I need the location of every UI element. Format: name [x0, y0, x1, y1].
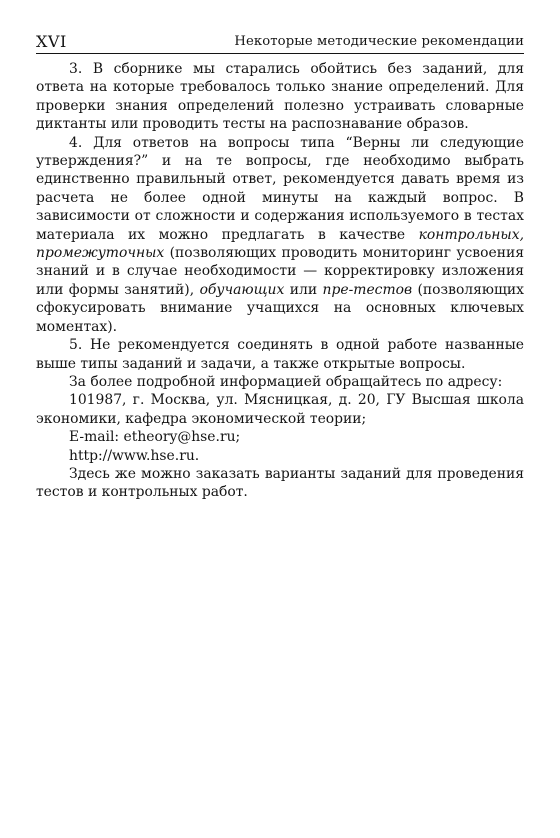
header-rule — [36, 53, 524, 54]
order-note: Здесь же можно заказать варианты заданий для проведения тестов и контрольных работ. — [36, 465, 524, 501]
paragraph-3: 3. В сборнике мы старались обойтись без заданий, для ответа на которые требовалось только знание определений. Для проверки знания определений полезно устраивать словарные диктанты или проводить тесты на распознавание образов. — [36, 61, 524, 133]
paragraph-5: 5. Не рекомендуется соединять в одной работе названные выше типы заданий и задачи, а также открытые вопросы. — [36, 337, 524, 372]
paragraph-4-part-a: 4. Для ответов на вопросы типа “Верны ли следующие утверждения?” и на те вопросы, где необходимо выбрать единственно правильный ответ, рекомендуется давать время из расчета не более одной минуты на каждый вопрос. В зависимости от сложности и содержания используемого в тестах материала их можно предлагать в качестве — [36, 134, 524, 243]
paragraph-4-part-b: (позволяющих проводить мониторинг усвоения знаний и в случае необходимости — корректировку изложения или формы занятий), — [36, 245, 524, 298]
contact-intro: За более подробной информацией обращайтесь по адресу: — [69, 373, 503, 390]
running-title: Некоторые методические рекомендации — [234, 34, 524, 49]
term-pretest: пре-тестов — [322, 281, 413, 298]
page-header — [36, 30, 524, 52]
email-line: E-mail: etheory@hse.ru; — [69, 429, 241, 446]
body-text — [36, 60, 524, 502]
website-line: http://www.hse.ru. — [69, 447, 200, 464]
paragraph-4-part-c: или — [284, 281, 323, 298]
paragraph-4 — [36, 134, 524, 336]
paragraph-4-part-d: (позволяющих сфокусировать внимание учащихся на основных ключевых моментах). — [36, 281, 524, 335]
term-control: контрольных, промежуточных — [36, 226, 524, 262]
document-page — [36, 30, 524, 501]
term-training: обучающих — [199, 281, 285, 298]
page-number: XVI — [36, 32, 67, 51]
postal-address: 101987, г. Москва, ул. Мясницкая, д. 20, ГУ Высшая школа экономики, кафедра экономической теории; — [36, 392, 524, 427]
